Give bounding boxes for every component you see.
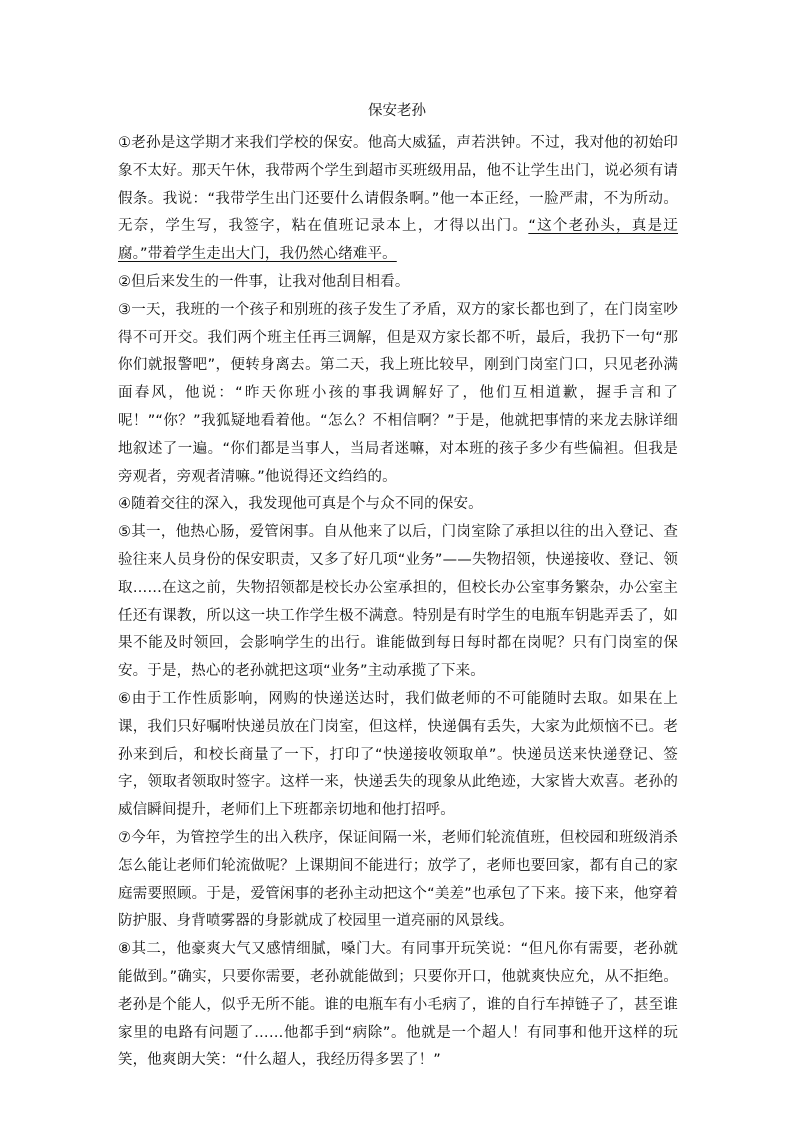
paragraph-2: ②但后来发生的一件事，让我对他刮目相看。 <box>118 273 410 290</box>
paragraph-6: ⑥由于工作性质影响，网购的快递送达时，我们做老师的不可能随时去取。如果在上课，我们只好嘱咐快递员放在门岗室，但这样，快递偶有丢失，大家为此烦恼不已。老孙来到后，和校长商量了一下，打印了“快递接收领取单”。快递员送来快递登记、签字，领取者领取时签字。这样一来，快递丢失的现象从此绝迹，大家皆大欢喜。老孙的威信瞬间提升，老师们上下班都亲切地和他打招呼。 <box>118 690 678 819</box>
paragraph-8: ⑧其二，他豪爽大气又感情细腻，嗓门大。有同事开玩笑说：“但凡你有需要，老孙就能做到。”确实，只要你需要，老孙就能做到；只要你开口，他就爽快应允，从不拒绝。老孙是个能人，似乎无所不能。谁的电瓶车有小毛病了，谁的自行车掉链子了，甚至谁家里的电路有问题了……他都手到“病除”。他就是一个超人！有同事和他开这样的玩笑，他爽朗大笑：“什么超人，我经历得多罢了！” <box>118 941 678 1069</box>
paragraph-4: ④随着交往的深入，我发现他可真是个与众不同的保安。 <box>118 496 483 513</box>
article-title: 保安老孙 <box>368 103 426 119</box>
paragraph-5: ⑤其一，他热心肠，爱管闲事。自从他来了以后，门岗室除了承担以往的出入登记、查验往来人员身份的保安职责，又多了好几项“业务”——失物招领，快递接收、登记、领取……在这之前，失物招领都是校长办公室承担的，但校长办公室事务繁杂，办公室主任还有课教，所以这一块工作学生极不满意。特别是有时学生的电瓶车钥匙弄丢了，如果不能及时领回，会影响学生的出行。谁能做到每日每时都在岗呢？只有门岗室的保安。于是，热心的老孙就把这项“业务”主动承揽了下来。 <box>118 524 678 680</box>
paragraph-3: ③一天，我班的一个孩子和别班的孩子发生了矛盾，双方的家长都也到了，在门岗室吵得不可开交。我们两个班主任再三调解，但是双方家长都不听，最后，我扔下一句“那你们就报警吧”，便转身离去。第二天，我上班比较早，刚到门岗室门口，只见老孙满面春风，他说：“昨天你班小孩的事我调解好了，他们互相道歉，握手言和了呢！”“你？”我狐疑地看着他。“怎么？不相信啊？”于是，他就把事情的来龙去脉详细地叙述了一遍。“你们都是当事人，当局者迷嘛，对本班的孩子多少有些偏袒。但我是旁观者，旁观者清嘛。”他说得还文绉绉的。 <box>118 301 678 485</box>
paragraph-1 <box>118 130 678 269</box>
paragraph-7: ⑦今年，为管控学生的出入秩序，保证间隔一米，老师们轮流值班，但校园和班级消杀怎么能让老师们轮流做呢？上课期间不能进行；放学了，老师也要回家，都有自己的家庭需要照顾。于是，爱管闲事的老孙主动把这个“美差”也承包了下来。接下来，他穿着防护服、身背喷雾器的身影就成了校园里一道亮丽的风景线。 <box>118 829 678 930</box>
article-body <box>118 130 678 1075</box>
paragraph-1-text: ①老孙是这学期才来我们学校的保安。他高大威猛，声若洪钟。不过，我对他的初始印象不太好。那天午休，我带两个学生到超市买班级用品，他不让学生出门，说必须有请假条。我说：“我带学生出门还要什么请假条啊。”他一本正经，一脸严肃，不为所动。无奈，学生写，我签字，粘在值班记录本上，才得以出门。 <box>118 135 678 235</box>
underlined-quote: “这个老孙头，真是迂腐。”带着学生走出大门，我仍然心绪难平。 <box>118 218 679 263</box>
